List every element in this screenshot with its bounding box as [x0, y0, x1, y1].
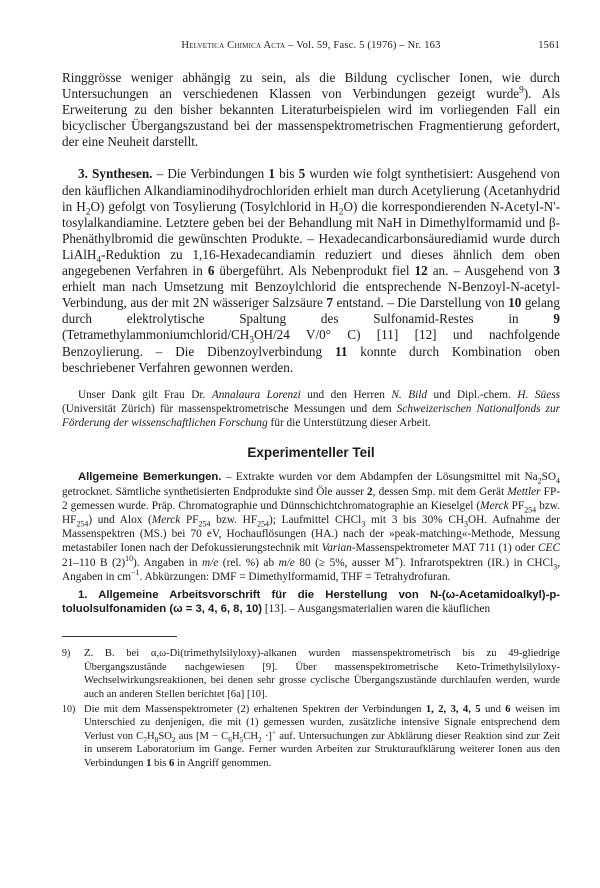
footnote-ref-10[interactable]: 10	[125, 553, 134, 563]
paragraph-ringgroesse: Ringgrösse weniger abhängig zu sein, als die Bildung cyclischer Ionen, wie durch Untersuchungen an verschiedenen Klassen von Verbindungen gezeigt wurde$^9$). Als Erweiterung zu den bisher bekannten Literaturbeispielen wird im vorliegenden Fall ein bicyclischer Übergangszustand bei der massenspektrometrischen Fragmentierung gefordert, der eine Neuheit darstellt.	[62, 70, 560, 150]
footnote-9-mark: 9)	[62, 648, 71, 660]
footnote-10-mark: 10)	[62, 704, 76, 716]
page-number: 1561	[538, 40, 560, 51]
journal-name: Helvetica Chimica Acta	[181, 40, 286, 51]
procedure-1: 1. Allgemeine Arbeitsvorschrift für die Herstellung von N-(ω-Acetamidoalkyl)-p-toluolsulfonamiden (ω = 3, 4, 6, 8, 10) [13]. – Ausgangsmaterialien waren die käuflichen	[62, 589, 560, 616]
issue-info: – Vol. 59, Fasc. 5 (1976) – Nr. 163	[285, 40, 441, 51]
section-synthesen: 3. Synthesen. – Die Verbindungen 1 bis 5 wurden wie folgt synthetisiert: Ausgehend von den käuflichen Alkandiaminodihydrochloriden erhielt man durch Acetylierung (Acetanhydrid in $H_2O$) gefolgt von Tosylierung (Tosylchlorid in $H_2O$) die korrespondierenden N-Acetyl-N'-tosylalkandiamine. Letztere geben bei der Behandlung mit NaH in Dimethylformamid und β-Phenäthylbromid die gewünschten Produkte. – Hexadecandicarbonsäurediamid wurde durch LiAlH$_4$-Reduktion zu 1,16-Hexadecandiamin reduziert und dieses ähnlich dem oben angegebenen Verfahren in 6 übergeführt. Als Nebenprodukt fiel 12 an. – Ausgehend von 3 erhielt man nach Umsetzung mit Benzoylchlorid die entsprechende N-Benzoyl-N-acetyl-Verbindung, aus der mit 2N wässeriger Salzsäure 7 entstand. – Die Darstellung von 10 gelang durch elektrolytische Spaltung des Sulfonamid-Restes in 9 ($Tetramethylammoniumchlorid/CH_3OH/24$ V/0° C) [11] [12] und nachfolgende Benzoylierung. – Die Dibenzoylverbindung 11 konnte durch Kombination oben beschriebener Verfahren gewonnen werden.	[62, 166, 561, 375]
section-heading-synthesen: 3. Synthesen.	[78, 166, 153, 182]
procedure-1-heading: 1. Allgemeine Arbeitsvorschrift für die Herstellung von N-(ω-Acetamidoalkyl)-p-toluolsulfonamiden (ω = 3, 4, 6, 8, 10)	[62, 589, 560, 616]
footnote-ref-9[interactable]: 9	[519, 84, 524, 95]
experimental-title: Experimenteller Teil	[247, 445, 375, 461]
footnote-divider	[62, 636, 177, 637]
acknowledgements: Unser Dank gilt Frau Dr. Annalaura Lorenzi und den Herren N. Bild und Dipl.-chem. H. Süess (Universität Zürich) für massenspektrometrische Messungen und dem Schweizerischen Nationalfonds zur Förderung der wissenschaftlichen Forschung für die Unterstützung dieser Arbeit.	[62, 388, 561, 430]
footnote-10: 10) Die mit dem Massenspektrometer (2) erhaltenen Spektren der Verbindungen 1, 2, 3, 4, 5 und 6 weisen im Unterschied zu denjenigen, die mit (1) gemessen wurden, zusätzliche intensive Signale entsprechend dem Verlust von $C_7H_8SO_2$ aus $[M - C_6H_5CH_2 \cdot]^+$ auf. Untersuchungen zur Abklärung dieser Reaktion sind zur Zeit in unserem Laboratorium im Gange. Ferner wurden Arbeiten zur Strukturaufklärung weiterer Ionen aus den Verbindungen 1 bis 6 in Angriff genommen.	[62, 704, 560, 769]
general-remarks: Allgemeine Bemerkungen. – Extrakte wurden vor dem Abdampfen der Lösungsmittel mit $Na_2SO_4$ getrocknet. Sämtliche synthetisierten Endprodukte sind Öle ausser 2, dessen Smp. mit dem Gerät Mettler FP-2 gemessen wurde. Präp. Chromatographie und Dünnschichtchromatographie an Kieselgel (Merck $PF_{254}$ bzw. $HF_{254}$) und Alox (Merck $PF_{254}$ bzw. $HF_{254}$); Laufmittel CHCl$_3$ mit 3 bis 30% $CH_3OH$. Aufnahme der Massenspektren (MS.) bei 70 eV, Hochauflösungen (HA.) nach der »peak-matching«-Methode, Messung metastabiler Ionen nach der Defokussierungstechnik mit Varian-Massenspektrometer MAT 711 (1) oder CEC 21–110 B $(2)^{10}$). Angaben in m/e (rel. %) ab m/e 80 (≥ 5%, ausser M+). Infrarotspektren (IR.) in CHCl$_3$, Angaben in $cm^{-1}$. Abkürzungen: DMF = Dimethylformamid, THF = Tetrahydrofuran.	[62, 471, 561, 583]
general-remarks-heading: Allgemeine Bemerkungen.	[78, 471, 222, 484]
footnote-9: 9) Z. B. bei α,ω-Di(trimethylsilyloxy)-alkanen wurden massenspektrometrisch bis zu 49-gliedrige Übergangszustände nachgewiesen [9]. Über massenspektrometrische Keto-Trimethylsilyloxy-Wechselwirkungsreaktionen, bei denen sehr grosse cyclische Übergangszustände durchlaufen werden, wurde auch an anderen Stellen berichtet [6a] [10].	[62, 648, 560, 700]
main-text	[62, 70, 560, 772]
running-header	[62, 40, 560, 51]
